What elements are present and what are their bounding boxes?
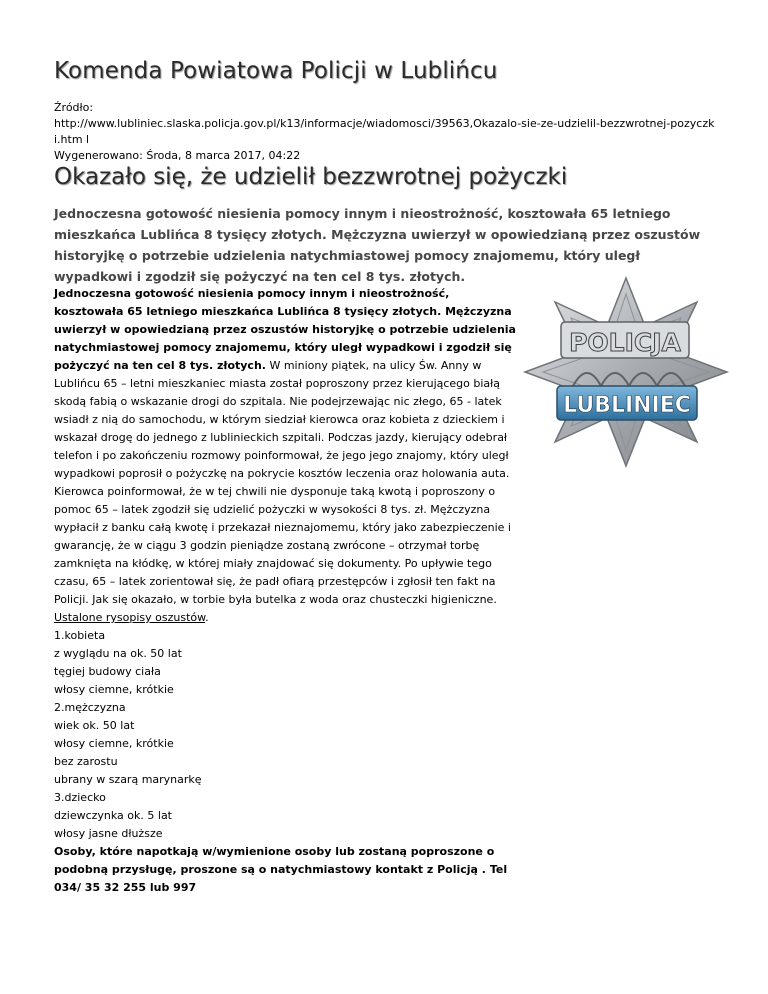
description-item: tęgiej budowy ciała — [54, 665, 161, 678]
badge-bottom-text: LUBLINIEC — [563, 393, 691, 418]
descriptions-heading: Ustalone rysopisy oszustów — [54, 611, 206, 624]
description-item: włosy jasne dłuższe — [54, 827, 163, 840]
source-meta — [54, 100, 719, 164]
closing-contact: Osoby, które napotkają w/wymienione osoby lub zostaną poproszone o podobną przysługę, proszone są o natychmiastowy kontakt z Policją . Tel 034/ 35 32 255 lub 997 — [54, 845, 508, 894]
description-item: włosy ciemne, krótkie — [54, 683, 174, 696]
body-bold-intro: Jednoczesna gotowość niesienia pomocy innym i nieostrożność, kosztowała 65 letniego mieszkańca Lublińca 8 tysięcy złotych. Mężczyzna uwierzył w opowiedzianą przez oszustów historyjkę o potrzebie udzielenia natychmiastowej pomocy znajomemu, który uległ wypadkowi i zgodził się pożyczyć na ten cel 8 tys. złotych. — [54, 287, 516, 372]
site-title: Komenda Powiatowa Policji w Lublińcu — [54, 58, 498, 84]
policja-lubliniec-badge — [521, 274, 731, 470]
description-item: bez zarostu — [54, 755, 118, 768]
source-url[interactable]: http://www.lubliniec.slaska.policja.gov.pl/k13/informacje/wiadomosci/39563,Okazalo-sie-ze-udzielil-bezzwrotnej-pozyczki.htm l — [54, 117, 715, 146]
badge-top-text: POLICJA — [569, 328, 681, 357]
description-item: z wyglądu na ok. 50 lat — [54, 647, 182, 660]
description-item: 1.kobieta — [54, 629, 106, 642]
article-lead: Jednoczesna gotowość niesienia pomocy innym i nieostrożność, kosztowała 65 letniego mieszkańca Lublińca 8 tysięcy złotych. Mężczyzna uwierzył w opowiedzianą przez oszustów historyjkę o potrzebie udzielenia natychmiastowej pomocy znajomemu, który uległ wypadkowi i zgodził się pożyczyć na ten cel 8 tys. złotych. — [54, 206, 701, 284]
article-body — [54, 285, 520, 897]
descriptions-heading-tail: . — [205, 611, 209, 624]
description-item: 3.dziecko — [54, 791, 106, 804]
source-label: Źródło: — [54, 101, 94, 114]
description-item: dziewczynka ok. 5 lat — [54, 809, 172, 822]
description-item: 2.mężczyzna — [54, 701, 126, 714]
description-item: włosy ciemne, krótkie — [54, 737, 174, 750]
generated-date: Wygenerowano: Środa, 8 marca 2017, 04:22 — [54, 149, 301, 162]
description-item: wiek ok. 50 lat — [54, 719, 135, 732]
description-item: ubrany w szarą marynarkę — [54, 773, 202, 786]
article-title: Okazało się, że udzielił bezzwrotnej pożyczki — [54, 164, 568, 190]
body-text: W miniony piątek, na ulicy Św. Anny w Lublińcu 65 – letni mieszkaniec miasta został poproszony przez kierującego białą skodą fabią o wskazanie drogi do szpitala. Nie podejrzewając nic złego, 65 - latek wsiadł z nią do samochodu, w którym siedział kierowca oraz kobieta z dzieckiem i wskazał drogę do jednego z lublinieckich szpitali. Podczas jazdy, kierujący odebrał telefon i po zakończeniu rozmowy poinformował, że jego jego znajomy, który uległ wypadkowi poprosił o pożyczkę na pokrycie kosztów leczenia oraz holowania auta. Kierowca poinformował, że w tej chwili nie dysponuje taką kwotą i poproszony o pomoc 65 – latek zgodził się udzielić pożyczki w wysokości 8 tys. zł. Mężczyzna wypłacił z banku całą kwotę i przekazał nieznajomemu, który jako zabezpieczenie i gwarancję, że w ciągu 3 godzin pieniądze zostaną zwrócone – otrzymał torbę zamknięta na kłódkę, w której miały znajdować się dokumenty. Po upływie tego czasu, 65 – latek zorientował się, że padł ofiarą przestępców i zgłosił ten fakt na Policji. Jak się okazało, w torbie była butelka z woda oraz chusteczki higieniczne. — [54, 359, 511, 606]
badge-star — [525, 278, 727, 466]
